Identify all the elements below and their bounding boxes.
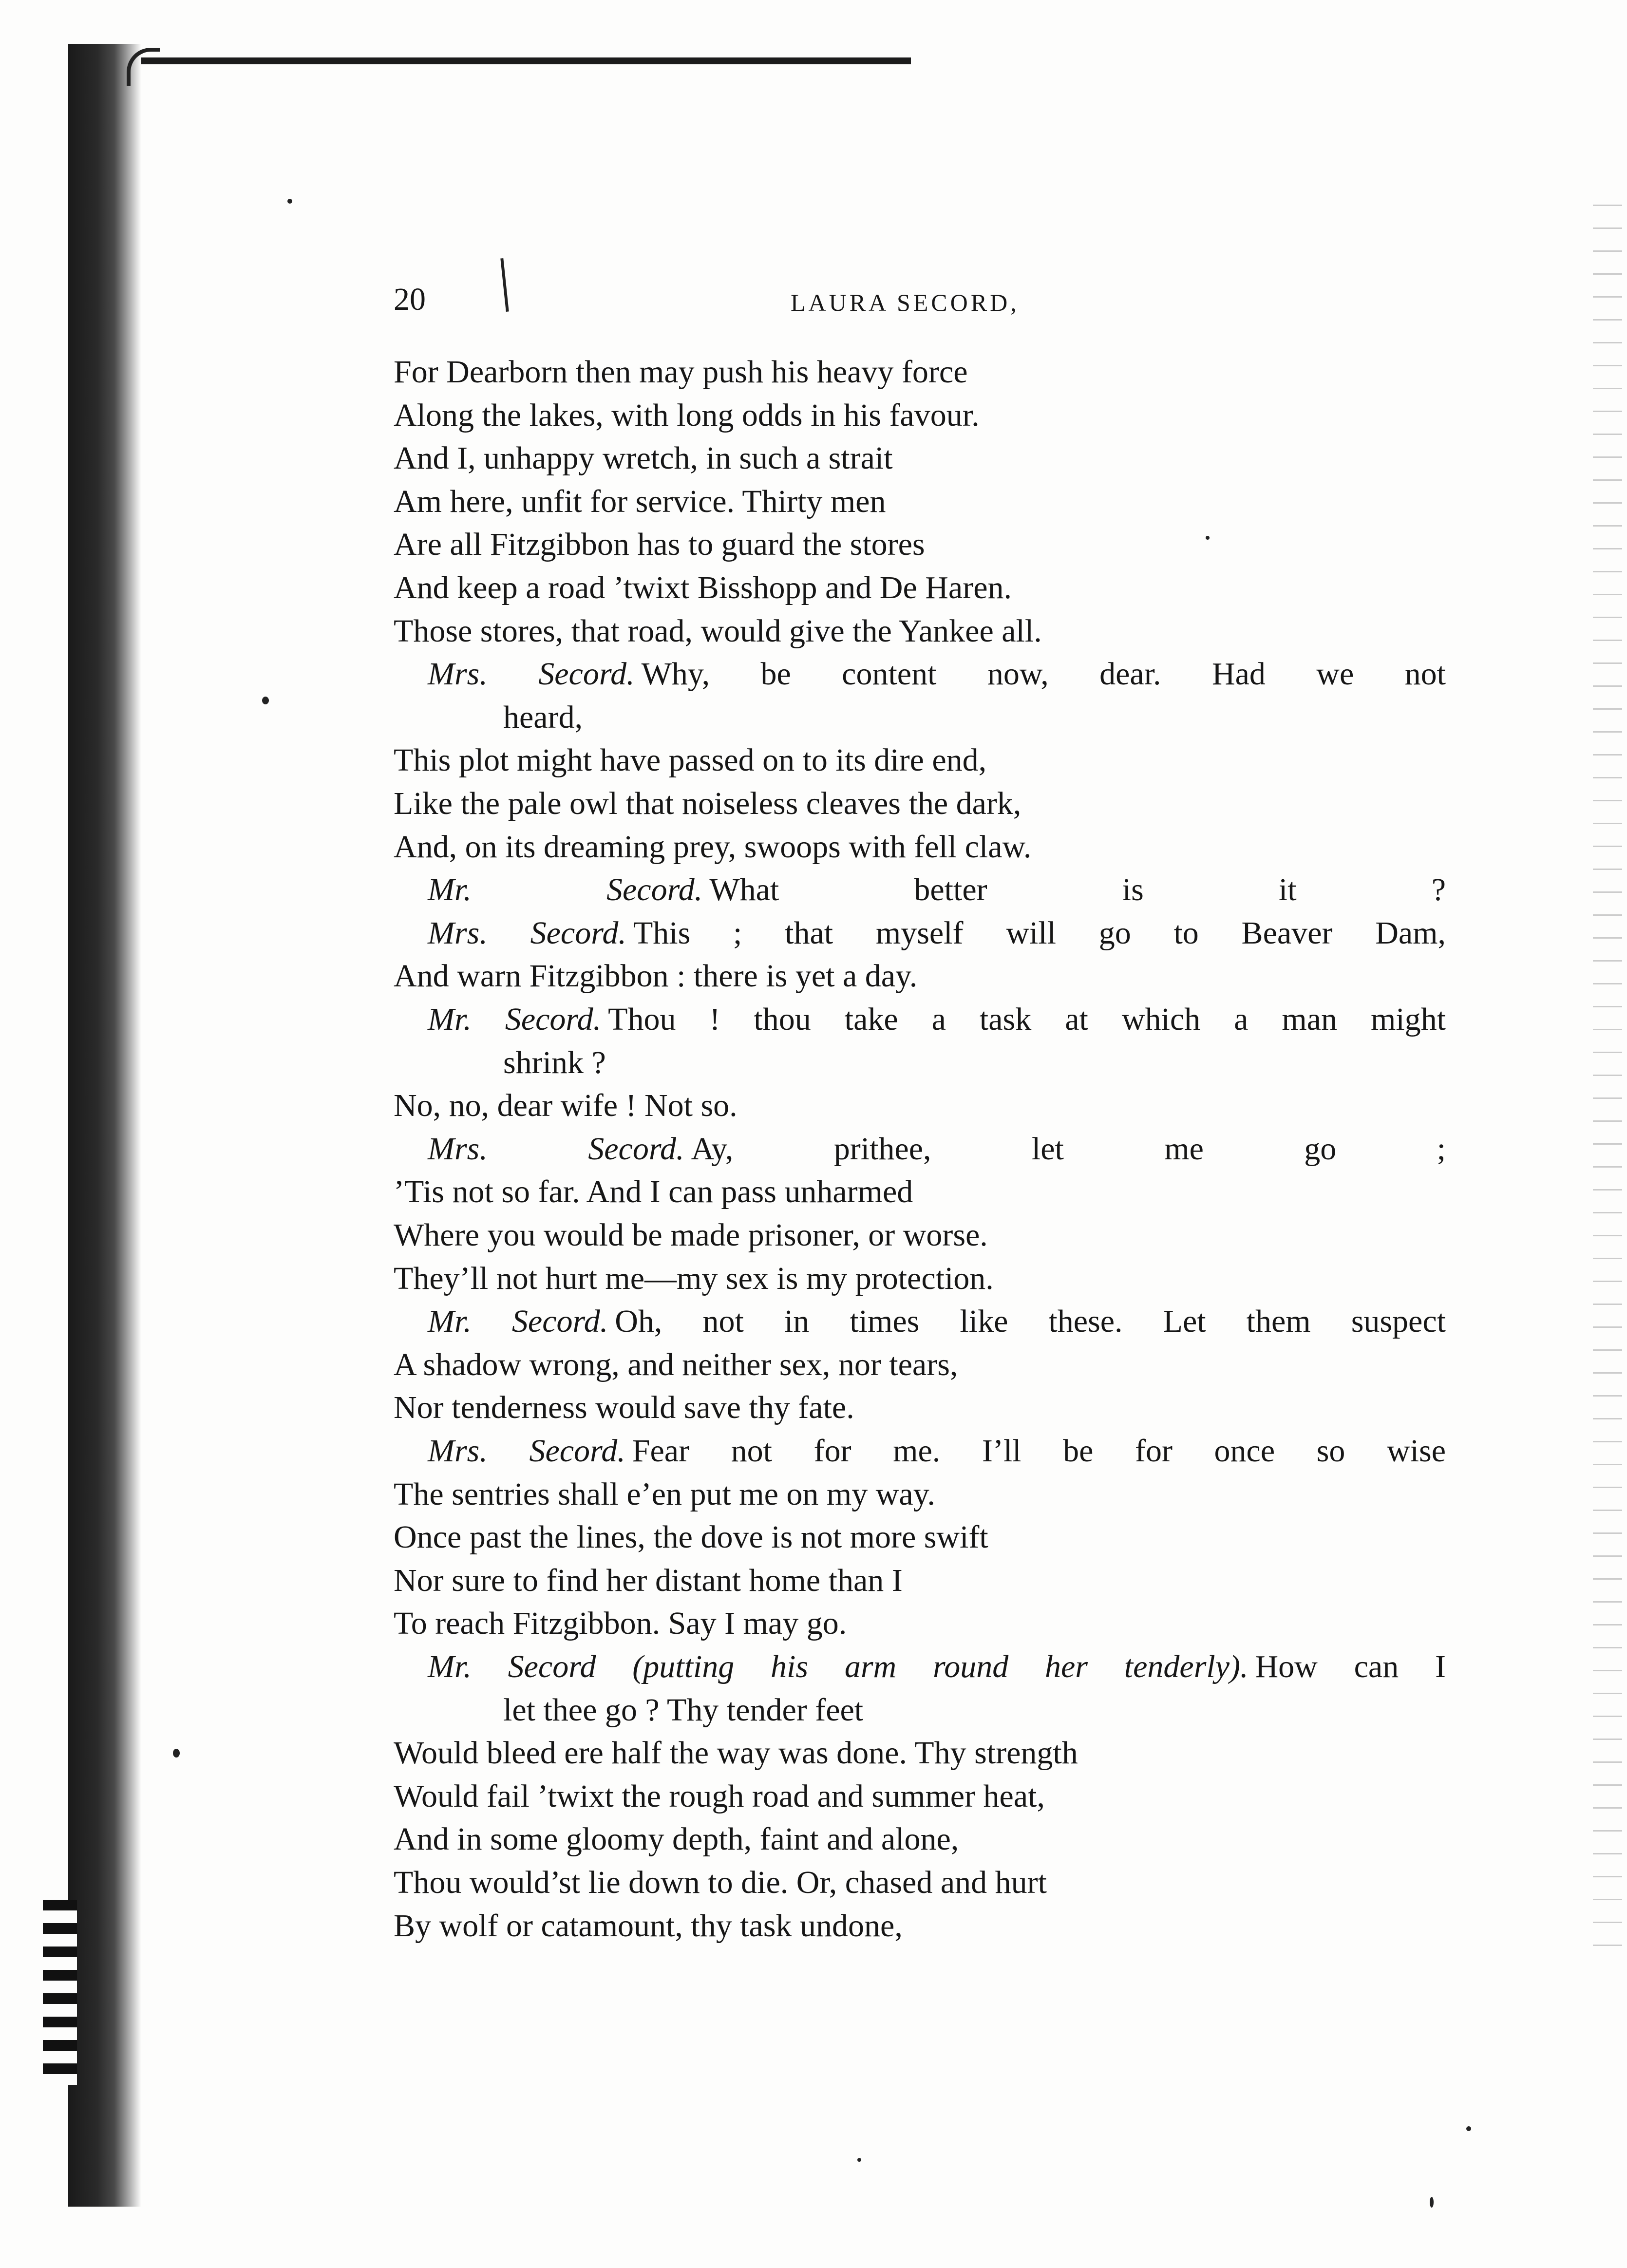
speech-line <box>428 998 1446 1041</box>
verse-line: A shadow wrong, and neither sex, nor tears, <box>394 1346 958 1382</box>
speaker-name: Mr. Secord. <box>428 1304 608 1340</box>
speech-line <box>428 1430 1446 1473</box>
speaker-name: Mrs. Secord. <box>428 915 626 951</box>
binding-stitch-marks <box>43 1900 77 2085</box>
verse-line: To reach Fitzgibbon. Say I may go. <box>394 1606 847 1642</box>
scan-speck <box>857 2158 861 2162</box>
speech-text: Why, be content now, dear. Had we not <box>641 656 1446 692</box>
page-number: 20 <box>394 282 426 317</box>
verse-line: Am here, unfit for service. Thirty men <box>394 483 886 519</box>
verse-line: Are all Fitzgibbon has to guard the stores <box>394 527 925 563</box>
verse-line: Would bleed ere half the way was done. Thy strength <box>394 1735 1078 1771</box>
verse-line: This plot might have passed on to its dire end, <box>394 742 987 778</box>
verse-line: heard, <box>503 699 583 735</box>
scan-speck <box>287 199 292 204</box>
verse-line: Once past the lines, the dove is not more swift <box>394 1519 988 1555</box>
page-header <box>394 278 1436 321</box>
verse-line: Along the lakes, with long odds in his favour. <box>394 397 980 433</box>
running-head: LAURA SECORD, <box>791 289 1020 316</box>
speech-text: This ; that myself will go to Beaver Dam, <box>633 915 1446 951</box>
verse-line: And I, unhappy wretch, in such a strait <box>394 440 893 476</box>
speech-text: Fear not for me. I’ll be for once so wise <box>632 1433 1446 1469</box>
verse-line: let thee go ? Thy tender feet <box>503 1692 864 1728</box>
speech-text: Ay, prithee, let me go ; <box>691 1131 1446 1167</box>
speech-line <box>428 1300 1446 1343</box>
speech-line <box>428 1645 1446 1688</box>
top-edge-rule <box>141 57 911 64</box>
verse-line: Like the pale owl that noiseless cleaves the dark, <box>394 786 1022 821</box>
speaker-name: Mr. Secord (putting his arm round her tenderly). <box>428 1649 1249 1684</box>
verse-line: And keep a road ’twixt Bisshopp and De Haren. <box>394 570 1012 605</box>
speech-line <box>428 1128 1446 1171</box>
speech-text: Thou ! thou take a task at which a man might <box>608 1002 1446 1037</box>
verse-line: Nor tenderness would save thy fate. <box>394 1390 854 1426</box>
speaker-name: Mrs. Secord. <box>428 1131 684 1167</box>
verse-line: shrink ? <box>503 1044 606 1080</box>
scan-speck <box>1430 2197 1434 2208</box>
verse-line: No, no, dear wife ! Not so. <box>394 1088 738 1124</box>
scan-speck <box>262 697 269 704</box>
speech-line <box>428 912 1446 955</box>
speaker-name: Mrs. Secord. <box>428 656 635 692</box>
speaker-name: Mr. Secord. <box>428 1002 602 1037</box>
verse-line: And, on its dreaming prey, swoops with fell claw. <box>394 829 1032 865</box>
verse-line: Thou would’st lie down to die. Or, chased and hurt <box>394 1865 1047 1900</box>
ink-mark <box>500 258 509 312</box>
speech-line <box>428 653 1446 696</box>
verse-line: Those stores, that road, would give the Yankee all. <box>394 613 1042 649</box>
scan-speck <box>173 1749 180 1758</box>
verse-line: The sentries shall e’en put me on my way. <box>394 1476 935 1512</box>
verse-line: And in some gloomy depth, faint and alone, <box>394 1821 959 1857</box>
verse-line: Where you would be made prisoner, or worse. <box>394 1217 988 1253</box>
speaker-name: Mrs. Secord. <box>428 1433 625 1469</box>
verse-line: By wolf or catamount, thy task undone, <box>394 1908 903 1944</box>
verse-line: They’ll not hurt me—my sex is my protection. <box>394 1260 994 1296</box>
scan-speck <box>1466 2126 1471 2131</box>
speech-line <box>428 869 1446 911</box>
verse-line: Would fail ’twixt the rough road and summer heat, <box>394 1778 1045 1814</box>
binding-edge-shadow <box>68 44 141 2207</box>
speaker-name: Mr. Secord. <box>428 872 703 908</box>
verse-line: ’Tis not so far. And I can pass unharmed <box>394 1174 913 1210</box>
verse-text-block <box>394 351 1446 1973</box>
right-edge-scan-noise <box>1593 205 1622 1958</box>
verse-line: For Dearborn then may push his heavy force <box>394 354 968 390</box>
verse-line: And warn Fitzgibbon : there is yet a day. <box>394 958 918 994</box>
speech-text: What better is it ? <box>709 872 1446 908</box>
speech-text: How can I <box>1255 1649 1446 1684</box>
verse-line: Nor sure to find her distant home than I <box>394 1562 903 1598</box>
speech-text: Oh, not in times like these. Let them suspect <box>615 1304 1446 1340</box>
